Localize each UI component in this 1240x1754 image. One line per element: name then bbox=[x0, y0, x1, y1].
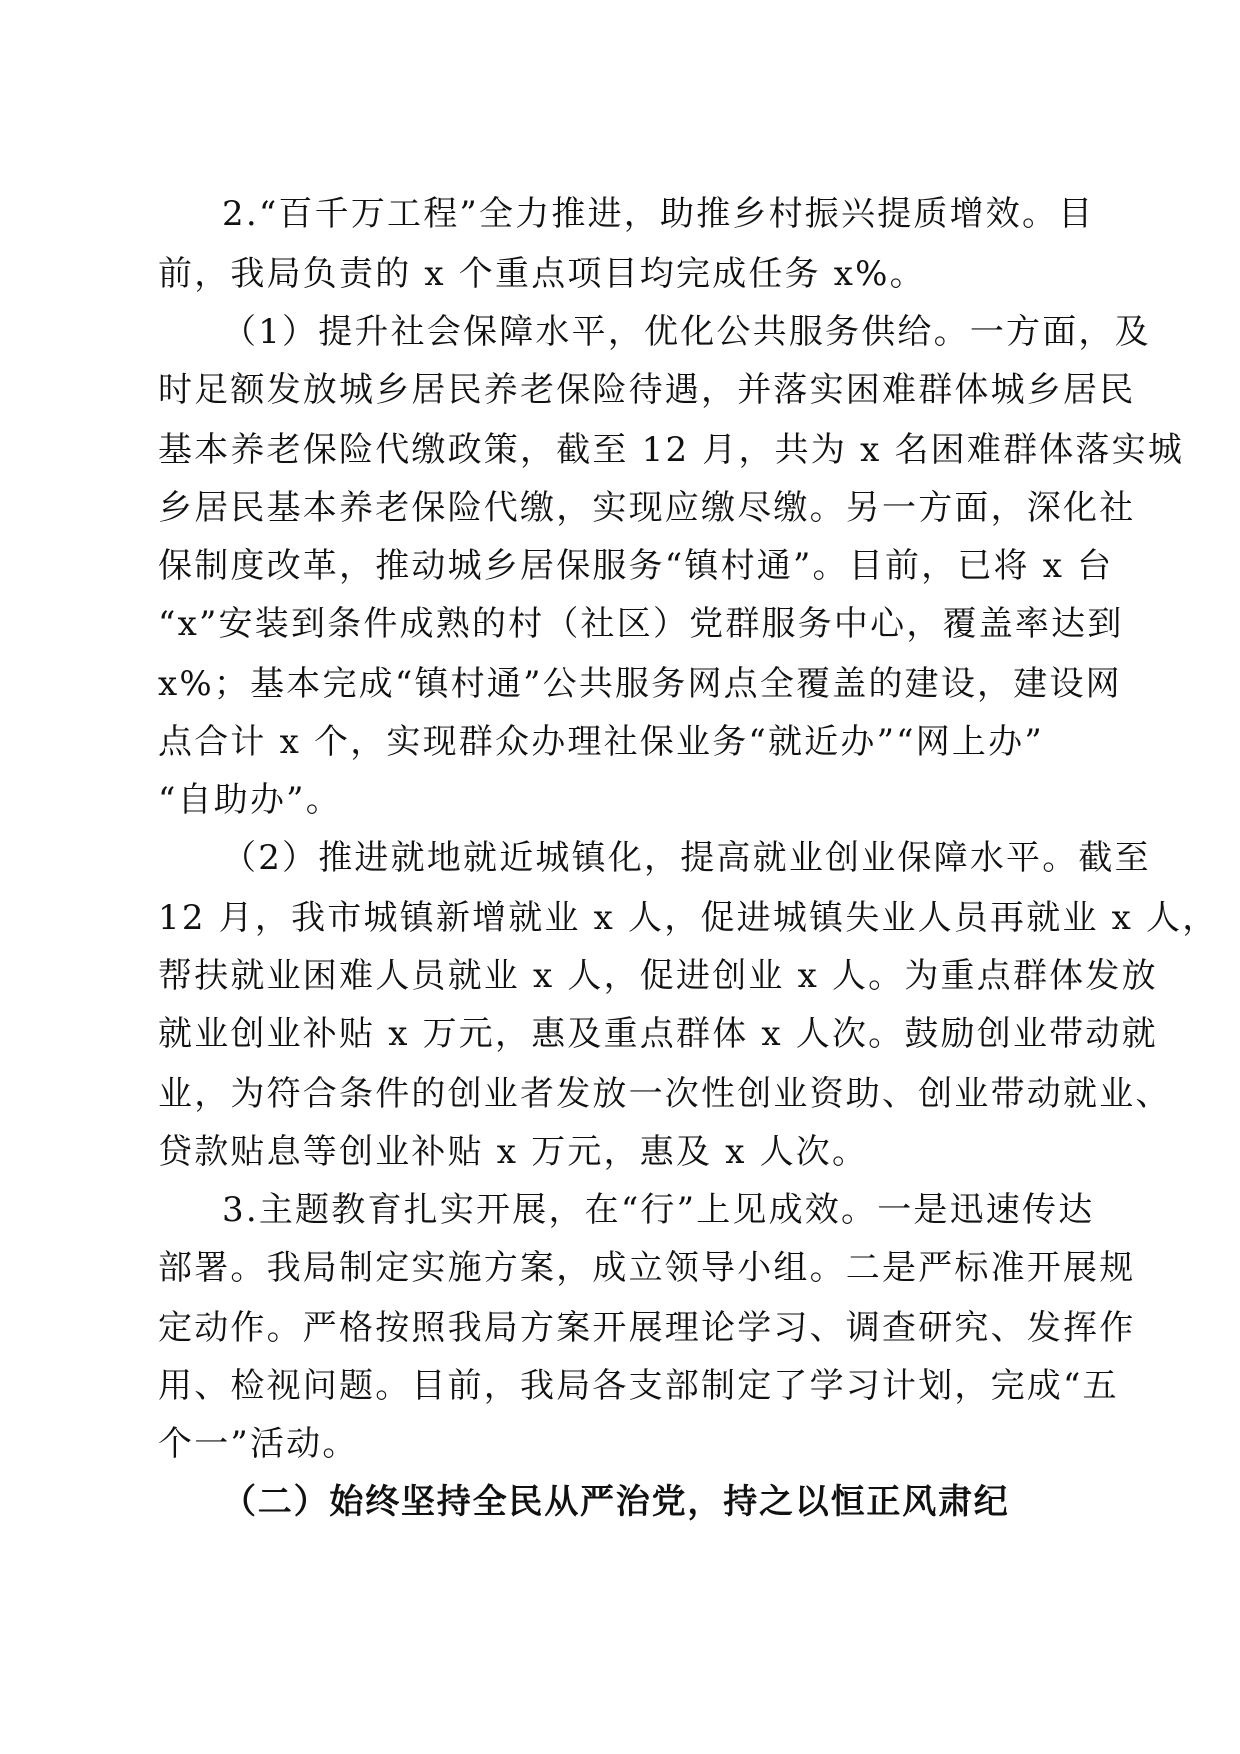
text-line: 基本养老保险代缴政策，截至 12 月，共为 x 名困难群体落实城 bbox=[158, 430, 1185, 470]
text-line: 业，为符合条件的创业者发放一次性创业资助、创业带动就业、 bbox=[158, 1074, 1172, 1114]
text-line: 部署。我局制定实施方案，成立领导小组。二是严标准开展规 bbox=[158, 1248, 1136, 1288]
text-line: 保制度改革，推动城乡居保服务“镇村通”。目前，已将 x 台 bbox=[158, 546, 1114, 586]
text-line: 帮扶就业困难人员就业 x 人，促进创业 x 人。为重点群体发放 bbox=[158, 956, 1158, 996]
text-line: 时足额发放城乡居民养老保险待遇，并落实困难群体城乡居民 bbox=[158, 370, 1136, 410]
text-line: 3.主题教育扎实开展，在“行”上见成效。一是迅速传达 bbox=[222, 1190, 1095, 1230]
text-line: 前，我局负责的 x 个重点项目均完成任务 x%。 bbox=[158, 254, 926, 294]
text-line: （1）提升社会保障水平，优化公共服务供给。一方面，及 bbox=[222, 312, 1151, 352]
text-line: 定动作。严格按照我局方案开展理论学习、调查研究、发挥作 bbox=[158, 1308, 1136, 1348]
text-line: 2.“百千万工程”全力推进，助推乡村振兴提质增效。目 bbox=[222, 194, 1095, 234]
text-line: 贷款贴息等创业补贴 x 万元，惠及 x 人次。 bbox=[158, 1132, 869, 1172]
text-line: 12 月，我市城镇新增就业 x 人，促进城镇失业人员再就业 x 人， bbox=[158, 898, 1219, 938]
section-heading: （二）始终坚持全民从严治党，持之以恒正风肃纪 bbox=[222, 1482, 1010, 1522]
text-line: 用、检视问题。目前，我局各支部制定了学习计划，完成“五 bbox=[158, 1366, 1119, 1406]
text-line: x%；基本完成“镇村通”公共服务网点全覆盖的建设，建设网 bbox=[158, 664, 1122, 704]
text-line: 就业创业补贴 x 万元，惠及重点群体 x 人次。鼓励创业带动就 bbox=[158, 1014, 1158, 1054]
text-line: （2）推进就地就近城镇化，提高就业创业保障水平。截至 bbox=[222, 838, 1151, 878]
text-line: “自助办”。 bbox=[158, 780, 342, 820]
text-line: 个一”活动。 bbox=[158, 1424, 359, 1464]
text-line: 乡居民基本养老保险代缴，实现应缴尽缴。另一方面，深化社 bbox=[158, 488, 1136, 528]
text-line: 点合计 x 个，实现群众办理社保业务“就近办”“网上办” bbox=[158, 722, 1044, 762]
text-line: “x”安装到条件成熟的村（社区）党群服务中心，覆盖率达到 bbox=[158, 604, 1124, 644]
